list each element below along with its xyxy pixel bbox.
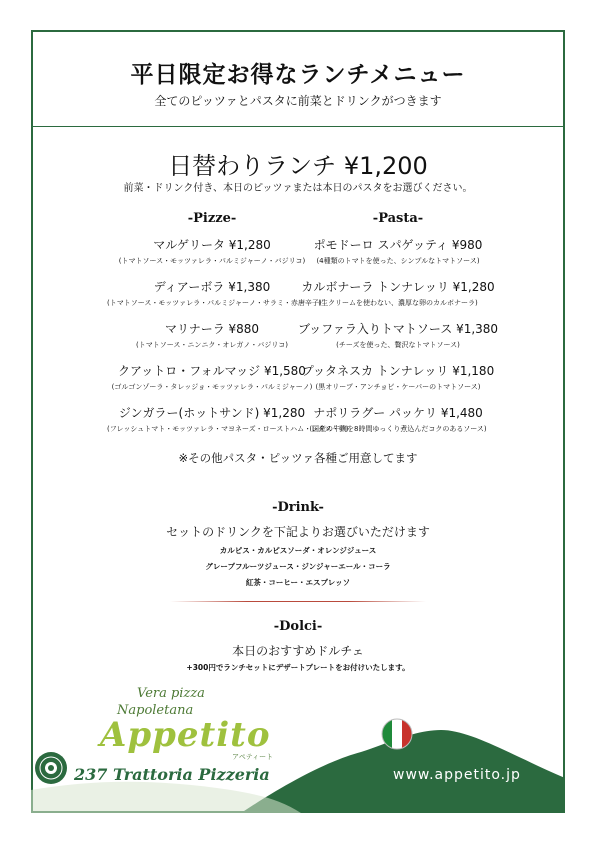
pasta-heading: -Pasta- (372, 211, 424, 226)
menu-item-name: マルゲリータ ¥1,280 (153, 238, 271, 252)
menu-item (107, 321, 317, 363)
menu-item-name: ポモドーロ スパゲッティ ¥980 (313, 238, 483, 252)
menu-item-name: プッタネスカ トンナレッリ ¥1,180 (301, 364, 495, 378)
menu-item-desc: (ゴルゴンゾーラ・タレッジョ・モッツァレラ・パルミジャーノ) (111, 383, 313, 391)
menu-item-desc: (フレッシュトマト・モッツァレラ・マヨネーズ・ローストハム・レタス・卵) (107, 425, 349, 433)
drink-list-line: カルピス・カルピスソーダ・オレンジジュース (219, 546, 377, 555)
logo-tagline-1: Vera pizza (137, 686, 205, 701)
menu-item-desc: (黒オリーブ・アンチョビ・ケーパーのトマトソース) (315, 383, 481, 391)
menu-item (293, 279, 503, 321)
dolci-heading: -Dolci- (273, 619, 323, 634)
brand-kana: アペティート (232, 753, 274, 761)
menu-item-desc: (トマトソース・モッツァレラ・パルミジャーノ・バジリコ) (118, 257, 306, 265)
menu-item-name: カルボナーラ トンナレッリ ¥1,280 (301, 280, 495, 294)
trattoria-name: 237 Trattoria Pizzeria (74, 765, 270, 784)
seal-logo-icon (34, 751, 68, 785)
menu-item (293, 237, 503, 279)
dolci-note: +300円でランチセットにデザートプレートをお付けいたします。 (186, 663, 410, 672)
website-link[interactable]: www.appetito.jp (393, 767, 521, 783)
drink-list-line: 紅茶・コーヒー・エスプレッソ (245, 578, 351, 587)
menu-item-desc: (生クリームを使わない、濃厚な卵のカルボナーラ) (318, 299, 478, 307)
menu-item (107, 237, 317, 279)
drink-list-line: グレープフルーツジュース・ジンジャーエール・コーラ (205, 562, 391, 571)
menu-item-desc: (トマトソース・ニンニク・オレガノ・バジリコ) (136, 341, 288, 349)
menu-item-name: クアットロ・フォルマッジ ¥1,580 (118, 364, 306, 378)
pasta-column (293, 211, 503, 447)
drink-subtitle: セットのドリンクを下記よりお選びいただけます (166, 525, 430, 539)
logo-tagline-2: Napoletana (117, 703, 194, 718)
drink-heading: -Drink- (272, 500, 324, 515)
menu-item-desc: (4種類のトマトを使った、シンプルなトマトソース) (316, 257, 480, 265)
menu-item-name: ナポリラグー パッケリ ¥1,480 (313, 406, 483, 420)
brand-logo: Appetito (100, 715, 271, 755)
menu-item-name: ジンガラー(ホットサンド) ¥1,280 (118, 406, 306, 420)
pizze-heading: -Pizze- (187, 211, 237, 226)
menu-item-name: ディアーボラ ¥1,380 (153, 280, 271, 294)
italian-flag-icon (380, 717, 414, 751)
dolci-subtitle: 本日のおすすめドルチェ (232, 644, 364, 658)
menu-item-desc: (トマトソース・モッツァレラ・パルミジャーノ・サラミ・赤唐辛子) (107, 299, 322, 307)
lunch-description: 前菜・ドリンク付き、本日のピッツァまたは本日のパスタをお選びください。 (123, 183, 473, 194)
menu-item-desc: (チーズを使った、贅沢なトマトソース) (336, 341, 460, 349)
page-subtitle: 全てのピッツァとパスタに前菜とドリンクがつきます (154, 94, 442, 108)
menu-item (293, 405, 503, 447)
menu-item (107, 279, 322, 321)
header-divider (31, 126, 565, 127)
menu-item (293, 363, 503, 405)
page-title: 平日限定お得なランチメニュー (130, 62, 466, 88)
menu-item (293, 321, 503, 363)
menu-item-desc: (国産の牛肉を8時間ゆっくり煮込んだコクのあるソース) (309, 425, 487, 433)
menu-item (107, 363, 317, 405)
menu-item-name: ブッファラ入りトマトソース ¥1,380 (297, 322, 499, 336)
menu-item (107, 405, 349, 447)
section-divider (170, 601, 426, 602)
lunch-title: 日替わりランチ ¥1,200 (168, 152, 428, 180)
pizze-column (107, 211, 349, 447)
other-items-note: ※その他パスタ・ピッツァ各種ご用意してます (178, 451, 418, 465)
menu-item-name: マリナーラ ¥880 (164, 322, 260, 336)
